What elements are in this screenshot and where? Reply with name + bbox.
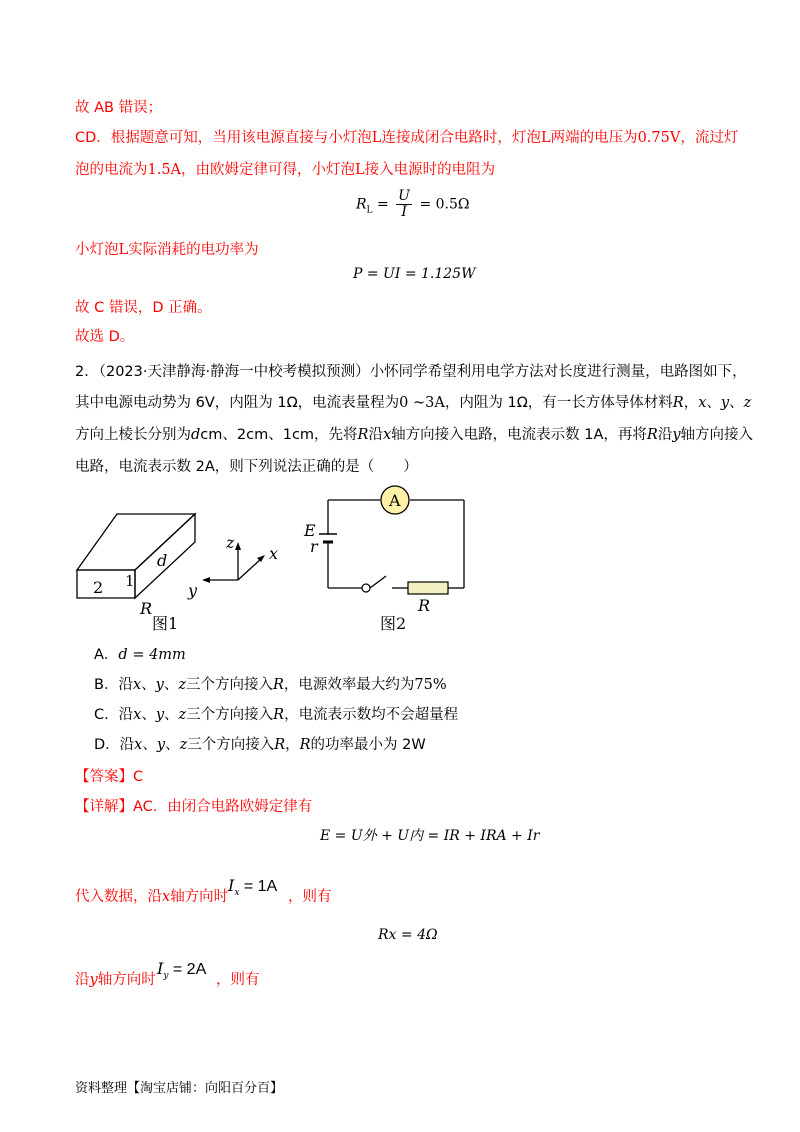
- option-a: [94, 645, 186, 665]
- text-span: 其中电源电动势为 6V，内阻为 1Ω，电流表量程为: [75, 395, 400, 411]
- math-symbol: x: [134, 737, 143, 753]
- math-value: 0 ~3A: [399, 395, 445, 411]
- text-span: 故 C 错误，D 正确。: [75, 300, 212, 316]
- z-axis-arrow: [235, 542, 241, 550]
- math-symbol: y: [89, 972, 98, 988]
- answer-value: C: [133, 769, 144, 785]
- math-symbol: z: [179, 737, 188, 753]
- text-span: 代入数据，沿: [75, 889, 162, 905]
- text-span: 实际消耗的电功率为: [128, 242, 259, 258]
- math-symbol: z: [178, 707, 187, 723]
- text-span: 方向上棱长分别为: [75, 427, 191, 443]
- math-symbol: L: [540, 130, 551, 146]
- text-span: 轴方向接入电路，电流表示数 1A，再将: [391, 427, 647, 443]
- eq-subscript: L: [366, 205, 373, 216]
- text-line: [288, 887, 332, 907]
- page-footer: 资料整理【淘宝店铺：向阳百分百】: [75, 1081, 284, 1096]
- figure-2-caption: 图2: [380, 614, 407, 633]
- text-span: 沿: [118, 677, 133, 693]
- text-span: 、: [729, 395, 744, 411]
- cuboid-top-face: [77, 514, 195, 570]
- text-span: 沿: [119, 737, 135, 753]
- math-symbol: R: [357, 427, 369, 443]
- text-span: ，电源效率最大约为: [283, 677, 415, 693]
- text-span: 泡的电流为: [75, 162, 148, 178]
- label-y: y: [188, 581, 198, 600]
- question-line: 其中电源电动势为 6V，内阻为 1Ω，电流表量程为0 ~3A，内阻为 1Ω，有一长方体导体材料R，x、y、z: [75, 395, 752, 411]
- detail-line: [75, 797, 312, 817]
- text-span: 沿: [368, 427, 383, 443]
- text-span: ，内阻为 1Ω，有一长方体导体材料: [444, 395, 673, 411]
- eq-denominator: I: [401, 204, 407, 220]
- text-span: 三个方向接入: [185, 677, 273, 693]
- equation-rx: Rx = 4Ω: [378, 927, 438, 943]
- math-value: 0.75V: [637, 130, 681, 146]
- text-span: 沿: [118, 707, 134, 723]
- math-symbol: L: [355, 162, 365, 178]
- text-span: ，由欧姆定律可得，小灯泡: [181, 162, 356, 178]
- math-symbol: d: [191, 427, 201, 443]
- equation-power: P = UI = 1.125W: [353, 266, 476, 282]
- text-span: ，电流表示数均不会超量程: [284, 707, 459, 723]
- figure-2-circuit: [300, 484, 480, 619]
- inline-eq-iy: $I_y = 2A$: [157, 959, 207, 982]
- option-label: C．: [94, 707, 119, 723]
- math-symbol: R: [274, 737, 286, 753]
- text-span: 三个方向接入: [186, 707, 274, 723]
- text-line: [75, 98, 162, 118]
- option-label: A．: [94, 647, 119, 663]
- text-span: ，则有: [288, 889, 332, 905]
- eq-value: = 1A: [243, 878, 278, 895]
- switch-lever: [370, 576, 386, 588]
- label-z: z: [226, 533, 235, 552]
- math-symbol: x: [382, 427, 392, 443]
- math-symbol: y: [155, 677, 164, 693]
- answer-tag: 【答案】: [75, 769, 133, 785]
- math-symbol: x: [698, 395, 707, 411]
- option-text: d = 4mm: [118, 647, 186, 663]
- math-symbol: R: [273, 707, 285, 723]
- eq-subscript: y: [163, 971, 169, 982]
- text-span: AC．由闭合电路欧姆定律有: [133, 799, 313, 815]
- label-x: x: [269, 544, 279, 563]
- eq-rhs: = 0.5Ω: [419, 196, 470, 213]
- eq-value: = 2A: [172, 961, 207, 978]
- text-line: [216, 970, 260, 990]
- text-span: 2．（2023·天津静海·静海一中校考模拟预测）小怀同学希望利用电学方法对长度进行测量，电路图如下，: [75, 364, 747, 380]
- text-line: [75, 128, 738, 148]
- math-symbol: y: [720, 395, 730, 411]
- option-d: D．沿x、y、z三个方向接入R，R的功率最小为 2W: [94, 737, 426, 753]
- label-R2: R: [418, 596, 431, 615]
- math-symbol: R: [299, 737, 311, 753]
- text-span: 、: [706, 395, 721, 411]
- math-symbol: L: [118, 242, 129, 258]
- eq-symbol: R: [356, 196, 367, 213]
- text-line: [75, 240, 259, 260]
- eq-numerator: U: [398, 188, 410, 204]
- text-line: [75, 298, 212, 318]
- math-symbol: x: [132, 677, 142, 693]
- math-value: 75%: [414, 677, 447, 693]
- x-axis: [238, 558, 262, 580]
- label-R: R: [140, 599, 153, 618]
- text-span: cm、2cm、1cm，先将: [200, 427, 358, 443]
- text-span: 轴方向时: [170, 889, 229, 905]
- math-value: 1.5A: [147, 162, 182, 178]
- text-span: 故 AB 错误；: [75, 100, 163, 116]
- math-symbol: y: [156, 737, 166, 753]
- math-symbol: x: [133, 707, 142, 723]
- math-symbol: R: [646, 427, 658, 443]
- text-span: 的功率最小为 2W: [310, 737, 426, 753]
- math-symbol: y: [672, 427, 681, 443]
- option-b: B．沿x、y、z三个方向接入R，电源效率最大约为75%: [94, 677, 447, 693]
- text-span: 电路，电流表示数 2A，则下列说法正确的是（ ）: [75, 459, 418, 475]
- inline-eq-ix: $I_x = 1A$: [228, 876, 278, 899]
- text-span: 沿: [75, 972, 90, 988]
- math-symbol: z: [178, 677, 186, 693]
- text-span: 轴方向接入: [680, 427, 754, 443]
- eq-fraction: [396, 189, 412, 220]
- math-symbol: x: [162, 889, 171, 905]
- option-label: D．: [94, 737, 120, 753]
- text-span: CD．根据题意可知，当用该电源直接与小灯泡: [75, 130, 372, 146]
- question-line: [75, 457, 418, 477]
- text-span: ，流过灯: [680, 130, 739, 146]
- math-symbol: z: [743, 395, 752, 411]
- text-span: 沿: [657, 427, 673, 443]
- text-span: ，则有: [216, 972, 260, 988]
- label-d: d: [157, 551, 168, 570]
- text-line: [75, 970, 156, 990]
- answer-line: [75, 767, 143, 787]
- option-c: C．沿x、y、z三个方向接入R，电流表示数均不会超量程: [94, 707, 459, 723]
- label-r: r: [310, 537, 318, 556]
- text-span: 故选 D。: [75, 329, 135, 345]
- text-span: 接入电源时的电阻为: [364, 162, 496, 178]
- math-symbol: R: [272, 677, 284, 693]
- label-1: 1: [125, 572, 135, 590]
- eq-subscript: x: [234, 888, 240, 899]
- option-label: B．: [94, 677, 119, 693]
- figure-1-caption: 图1: [152, 614, 179, 633]
- math-symbol: y: [155, 707, 165, 723]
- math-symbol: L: [371, 130, 382, 146]
- y-axis-arrow: [202, 577, 210, 583]
- question-line: [75, 425, 753, 445]
- math-symbol: R: [672, 395, 684, 411]
- question-line: [75, 362, 747, 382]
- resistor-R: [408, 582, 448, 594]
- equation-resistance: $R_L$ = $\frac{U}{I}$ = 0.5Ω: [356, 188, 470, 220]
- text-line: [75, 327, 134, 347]
- text-span: 小灯泡: [75, 242, 119, 258]
- text-line: [75, 887, 228, 907]
- equation-ohm-law: E = U外 + U内 = IR + IRA + Ir: [320, 828, 540, 844]
- text-span: 两端的电压为: [550, 130, 638, 146]
- label-2: 2: [93, 578, 104, 597]
- text-span: 三个方向接入: [187, 737, 275, 753]
- switch-contact: [362, 584, 370, 592]
- text-span: 轴方向时: [97, 972, 156, 988]
- label-E: E: [304, 521, 316, 540]
- detail-tag: 【详解】: [75, 799, 133, 815]
- text-line: [75, 160, 495, 180]
- ammeter-label: A: [389, 491, 401, 510]
- text-span: 连接成闭合电路时，灯泡: [381, 130, 541, 146]
- figure-1-cuboid: [70, 498, 300, 638]
